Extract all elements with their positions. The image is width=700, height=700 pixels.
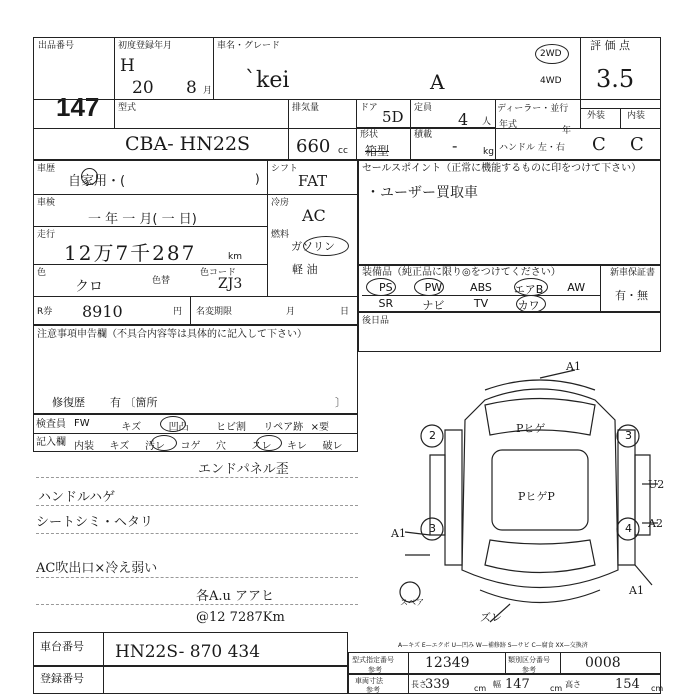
equipment-item: SR: [378, 297, 394, 310]
writing-line: [36, 505, 358, 506]
equipment-row-2: [362, 297, 600, 311]
hood-note: Pヒゲ: [516, 422, 546, 435]
fuel-diesel: 軽 油: [292, 263, 318, 276]
inspector-row-2: [74, 437, 358, 451]
length-label: 長さ: [411, 680, 427, 689]
sales-point-label: セールスポイント（正常に機能するものに印をつけて下さい）: [362, 163, 642, 174]
pw-circle: [414, 278, 444, 296]
type-cert-sub: 参考: [368, 666, 382, 674]
color-code-value: ZJ3: [218, 276, 243, 292]
grade-value: A: [430, 70, 445, 94]
ps-circle: [366, 278, 396, 296]
writing-line: [36, 477, 358, 478]
ac-value: AC: [302, 206, 326, 225]
registration-label: 登録番号: [40, 672, 84, 685]
inspector-item: リペア跡: [263, 422, 304, 433]
lot-number: 147: [56, 92, 100, 122]
damage-mark: A1: [629, 584, 644, 597]
first-reg-label: 初度登録年月: [118, 41, 173, 51]
divider: [33, 433, 358, 434]
warranty-value: 有・無: [615, 289, 648, 302]
damage-mark: A1: [566, 360, 581, 373]
aftermarket-block: [358, 312, 661, 352]
month-unit: 月: [203, 86, 213, 96]
damage-mark: ズレ: [480, 611, 502, 624]
inspector-label: 検査員: [36, 419, 66, 430]
writing-line: [36, 533, 358, 534]
comment-line: 各A.u アアヒ: [196, 589, 275, 604]
history-label: 車歴: [37, 164, 56, 174]
model-year-label: ディーラー・並行: [497, 104, 569, 114]
equipment-item: ナビ: [422, 299, 445, 312]
length-value: 339: [425, 677, 450, 692]
inspector-item: キズ: [121, 422, 142, 433]
mileage-value: 12万7千287: [64, 241, 197, 265]
class-sub: 参考: [522, 666, 536, 674]
repair-close: 〕: [335, 396, 346, 409]
comment-line: @12 7287Km: [196, 610, 285, 625]
inspector-item: キズ: [109, 441, 130, 452]
lot-number-label: 出品番号: [38, 41, 75, 51]
writing-line: [36, 577, 358, 578]
model-year: 年式: [499, 120, 518, 130]
inspector-item: スレ: [251, 441, 272, 452]
comment-line: AC吹出口×冷え弱い: [36, 561, 158, 576]
scuff-circle: [256, 435, 282, 451]
handle-label: ハンドル 左・右: [499, 143, 565, 153]
era-value: H: [120, 56, 135, 76]
spare-label: スペア: [400, 598, 424, 607]
kawa-circle: [516, 295, 546, 313]
score-label: 評 価 点: [590, 39, 630, 52]
dent-circle: [160, 416, 186, 432]
damage-mark: A1: [391, 527, 406, 540]
mileage-label: 走行: [37, 230, 56, 240]
comment-line: エンドパネル歪: [198, 462, 289, 477]
inspection-label: 車検: [37, 198, 56, 208]
divider: [356, 99, 357, 160]
roof-note: PヒゲP: [518, 490, 555, 503]
capacity-unit: 人: [482, 117, 492, 127]
divider: [495, 99, 496, 160]
rename-month: 月: [286, 307, 296, 317]
repair-label: 修復歴: [52, 396, 85, 409]
inspector-item: 穴: [216, 441, 226, 452]
aftermarket-label: 後日品: [362, 316, 390, 326]
equipment-row-1: [362, 281, 600, 295]
yen-unit: 円: [173, 307, 183, 317]
load-value: -: [452, 136, 458, 155]
km-unit: km: [228, 252, 242, 262]
divider: [600, 265, 601, 312]
equipment-item: エアB: [513, 283, 544, 296]
chassis-label: 車台番号: [40, 640, 84, 653]
inspector-item: 破レ: [322, 441, 343, 452]
inspector-item: ヒビ割: [216, 422, 246, 433]
equipment-label: 装備品（純正品に限り◎をつけてください）: [362, 267, 561, 278]
rename-day: 日: [340, 307, 350, 317]
sales-point-value: ・ユーザー買取車: [366, 185, 478, 201]
writing-line: [36, 604, 358, 605]
divider: [33, 194, 358, 195]
inspector-item: 凹凸: [168, 422, 189, 433]
score-value: 3.5: [596, 65, 635, 93]
shift-value: FAT: [298, 172, 328, 190]
kg-unit: kg: [483, 147, 494, 157]
damage-mark: U2: [648, 478, 665, 491]
equipment-item: ABS: [470, 281, 492, 294]
color-code-label: 色コード: [200, 268, 237, 278]
divider: [560, 652, 561, 674]
cm-unit: cm: [474, 684, 487, 693]
type-cert-label: 型式指定番号: [352, 656, 394, 664]
inspector-item: 汚レ: [145, 441, 165, 452]
type-cert-value: 12349: [425, 655, 470, 671]
stain-circle: [151, 435, 177, 451]
shift-label: シフト: [271, 164, 299, 174]
type-value: CBA- HN22S: [125, 133, 251, 155]
comment-line: ハンドルハゲ: [38, 490, 116, 505]
doors-value: 5D: [382, 108, 404, 126]
inspector-item: 内装: [74, 441, 94, 452]
fuel-label: 燃料: [271, 230, 290, 240]
ac-label: 冷房: [271, 198, 290, 208]
notes-label: 注意事項申告欄（不具合内容等は具体的に記入して下さい）: [37, 329, 307, 340]
cc-unit: cc: [338, 146, 348, 156]
width-label: 幅: [493, 680, 501, 689]
year-unit: 年: [562, 126, 572, 136]
inspector-label-2: 記入欄: [36, 437, 66, 448]
inspection-value: 一 年 一 月( 一 日): [88, 212, 197, 227]
fuel-gas: ガソリン: [291, 240, 335, 253]
airbag-circle: [514, 278, 548, 296]
size-sub: 参考: [366, 686, 380, 694]
class-value: 0008: [585, 655, 621, 671]
equipment-item: PS: [378, 281, 393, 294]
displacement-value: 660: [296, 136, 331, 157]
equipment-item: カワ: [517, 299, 540, 312]
load-label: 積載: [414, 130, 433, 140]
divider: [410, 99, 411, 160]
comment-line: シートシミ・ヘタリ: [36, 515, 154, 530]
equipment-item: AW: [567, 281, 586, 294]
panel-number: 3: [625, 429, 632, 442]
chassis-value: HN22S- 870 434: [115, 642, 261, 662]
capacity-value: 4: [458, 110, 469, 129]
recycle-value: 8910: [82, 302, 123, 321]
divider: [33, 296, 358, 297]
divider: [362, 295, 600, 296]
type-label: 型式: [118, 103, 137, 113]
exterior-label: 外装: [587, 111, 606, 121]
size-label: 車両寸法: [355, 677, 383, 685]
equipment-item: PW: [424, 281, 443, 294]
drive-4wd: 4WD: [540, 76, 562, 86]
divider: [288, 99, 289, 160]
history-close: ): [255, 172, 260, 186]
width-value: 147: [505, 677, 530, 692]
exterior-value: C: [592, 134, 606, 155]
doors-label: ドア: [360, 103, 378, 113]
displacement-label: 排気量: [292, 103, 320, 113]
capacity-label: 定員: [414, 103, 433, 113]
panel-number: 3: [429, 522, 436, 535]
model-label: 車名・グレード: [217, 41, 281, 51]
class-label: 類別区分番号: [508, 656, 550, 664]
divider: [505, 652, 506, 674]
color-label: 色: [37, 268, 47, 278]
history-value: 自家用・(: [68, 174, 126, 189]
divider: [267, 160, 268, 296]
shape-strike: 箱型: [365, 144, 390, 158]
drive-2wd: 2WD: [540, 49, 562, 59]
height-label: 高さ: [565, 680, 581, 689]
inspector-item: ×要: [310, 422, 330, 433]
cm-unit: cm: [550, 684, 563, 693]
panel-number: 2: [429, 429, 436, 442]
damage-mark: A2: [648, 517, 663, 530]
inspector-item: コゲ: [180, 441, 201, 452]
interior-label: 内装: [627, 111, 646, 121]
divider: [356, 127, 495, 128]
cm-unit: cm: [651, 684, 664, 693]
model-value: `kei: [245, 68, 290, 93]
damage-legend: A—キズ E—エクボ U—凹み W—補修跡 S—サビ C—腐食 XX—交換済: [398, 642, 588, 649]
inspector-item: キレ: [287, 441, 307, 452]
color-change-label: 色替: [152, 276, 171, 286]
recycle-label: R券: [37, 307, 53, 317]
height-value: 154: [615, 677, 640, 692]
repair-value: 有 〔箇所: [110, 396, 158, 409]
month-value: 8: [186, 78, 197, 98]
sales-point-block: [358, 160, 661, 265]
divider: [213, 37, 214, 99]
equipment-item: TV: [473, 297, 489, 310]
shape-label: 形状: [360, 130, 379, 140]
year-value: 20: [132, 78, 154, 98]
warranty-label: 新車保証書: [610, 268, 656, 278]
inspector-item: FW: [74, 418, 90, 429]
interior-value: C: [630, 134, 644, 155]
divider: [190, 296, 191, 325]
rename-label: 名変期限: [196, 307, 233, 317]
panel-number: 4: [625, 522, 632, 535]
color-value: クロ: [75, 279, 103, 295]
inspector-row-1: [74, 418, 358, 432]
